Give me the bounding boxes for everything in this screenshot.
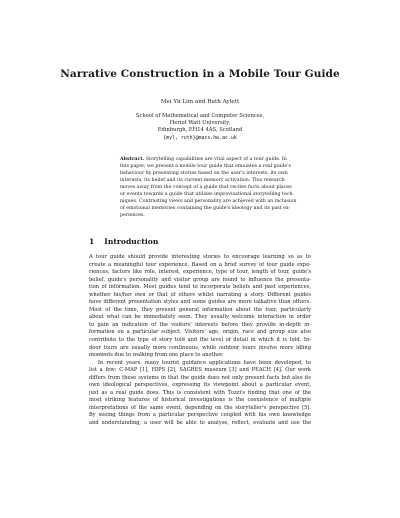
body-line: interpretations of the same event, depending on the storyteller's perspective [5]. [89, 404, 311, 411]
body-line: list a few: C-MAP [1], HIPS [2], SAGRES museum [3] and PEACH [4]. Our work [89, 367, 311, 374]
abstract-line: or events towards a guide that utilizes improvisational storytelling tech- [120, 191, 295, 197]
abstract-line: Storytelling capabilities are vital aspect of a tour guide. In [145, 157, 287, 162]
paper-authors: Mei Yii Lim and Ruth Aylett [160, 99, 240, 105]
body-line: create a meaningful tour experience. Based on a brief survey of tour guide expe- [89, 261, 311, 268]
abstract-line-first [120, 157, 287, 164]
body-line: riences, factors like role, interest, experience, type of tour, length of tour, guide's [89, 269, 311, 276]
section-heading [89, 237, 158, 246]
author-emails: {myl, ruth}@macs.hw.ac.uk [163, 134, 237, 141]
body-line: In recent years, many tourist guidance applications have been developed, to [98, 359, 311, 366]
paper-title: Narrative Construction in a Mobile Tour Guide [60, 68, 340, 80]
author-affiliation [0, 113, 400, 142]
body-line: whether his/her own or that of others whilst narrating a story. Different guides [89, 291, 311, 298]
abstract-line: of emotional memories containing the guide's ideology and its past ex- [120, 205, 291, 211]
abstract-line: periences. [120, 212, 145, 218]
affiliation-line: Edinburgh, EH14 4AS, Scotland [157, 127, 243, 134]
body-line: moments due to walking from one place to another. [89, 352, 224, 359]
body-line: contribute to the type of story told and the level of detail in which it is told. In- [89, 337, 311, 344]
abstract-line: moves away from the concept of a guide that recites facts about places [120, 184, 292, 190]
body-line: belief, guide's personality and visitor group are found to influence the presenta- [89, 276, 311, 283]
body-line: have different presentation styles and some guides are more talkative than others. [89, 299, 311, 306]
section-number: 1 [89, 237, 95, 246]
body-line: A tour guide should provide interesting stories to encourage learning so as to [89, 254, 311, 260]
body-line: Most of the time, they present general information about the tour, particularly [89, 306, 311, 313]
body-text [89, 254, 311, 428]
body-line: about what can be immediately seen. They usually welcome interaction in order [89, 314, 311, 321]
body-line: door tours are usually more continuous, while outdoor tours involve more idling [89, 344, 311, 351]
abstract-line: niques. Contrasting views and personality are achieved with an inclusion [120, 198, 297, 204]
affiliation-line: Heriot Watt University, [169, 120, 231, 127]
abstract-line: this paper, we present a mobile tour guide that emulates a real guide's [120, 163, 291, 169]
body-line: formation on a particular subject. Visitors' age, origin, race and group size also [89, 329, 311, 336]
body-line: and understanding, a user will be able to analyse, reflect, evaluate and use the [89, 420, 311, 427]
affiliation-line: School of Mathematical and Computer Sciences, [135, 113, 265, 119]
abstract-line: interests, its belief and its current memory activation. This research [120, 177, 285, 183]
body-line: By seeing things from a particular perspective coupled with his own knowledge [89, 412, 311, 419]
body-line: just as a real guide does. This is consistent with Tozzi's finding that one of the [89, 389, 311, 396]
abstract-label: Abstract. [120, 157, 145, 162]
body-line: most striking features of historical investigations is the coexistence of multiple [89, 397, 311, 404]
body-line: to gain an indication of the visitors' interests before they provide in-depth in- [89, 321, 311, 328]
body-line: tion of information. Most guides tend to incorporate beliefs and past experiences, [89, 284, 311, 291]
abstract-line: behaviour by presenting stories based on the user's interests, its own [120, 170, 288, 176]
body-line: own ideological perspectives, expressing its viewpoint about a particular event, [89, 382, 311, 389]
section-title: Introduction [104, 237, 159, 246]
abstract [120, 157, 297, 220]
body-line: differs from these systems in that the guide does not only present facts but also its [89, 374, 311, 381]
